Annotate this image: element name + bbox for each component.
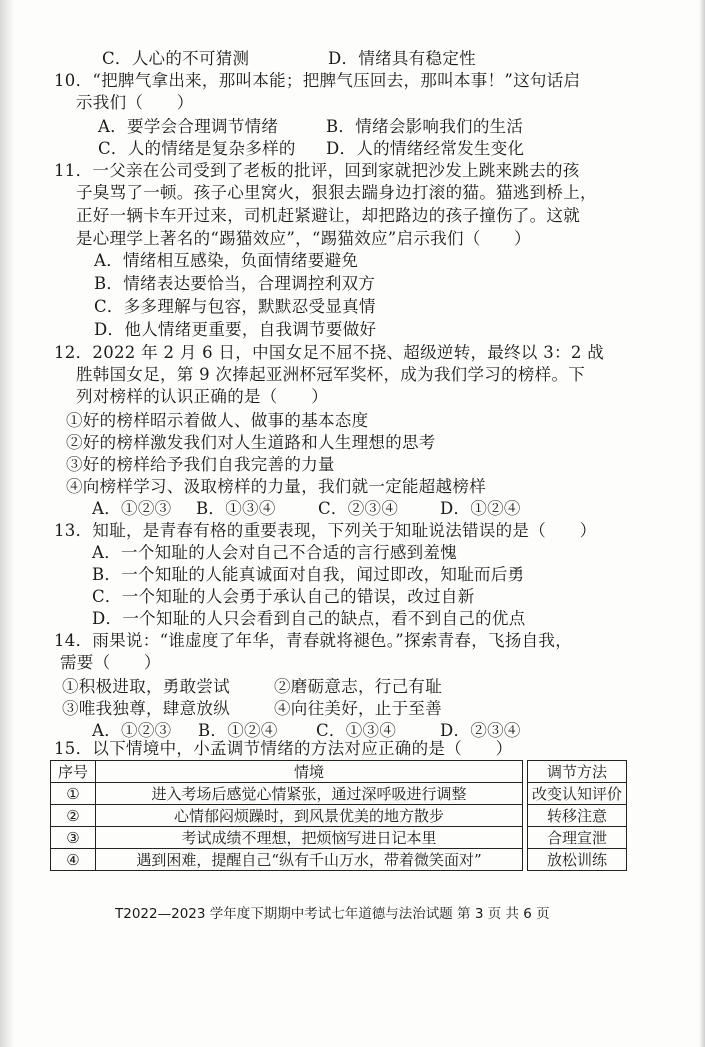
q11-option-a: A．情绪相互感染，负面情绪要避免 [94,251,359,270]
q14-statement-4: ④向往美好，止于至善 [274,699,442,718]
q14-option-c: C．①③④ [316,721,397,740]
q12-stem-line2: 胜韩国女足，第 9 次捧起亚洲杯冠军奖杯，成为我们学习的榜样。下 [76,365,586,384]
q10-option-c: C．人的情绪是复杂多样的 [98,139,296,158]
q14-statement-1: ①积极进取，勇敢尝试 [62,677,230,696]
table-row [51,783,627,805]
row-situation: 遇到困难，提醒自己“纵有千山万水，带着微笑面对” [96,849,523,871]
q11-option-b: B．情绪表达要恰当，合理调控利双方 [94,274,376,293]
q12-statement-4: ④向榜样学习、汲取榜样的力量，我们就一定能超越榜样 [66,477,486,496]
q10-stem-line2: 示我们（ ） [76,93,194,112]
table-row [51,849,627,871]
row-situation: 心情郁闷烦躁时，到风景优美的地方散步 [96,805,523,827]
q14-stem-line1: 14．雨果说：“谁虚度了年华，青春就将褪色。”探索青春，飞扬自我， [54,631,573,650]
q11-option-c: C．多多理解与包容，默默忍受显真情 [94,297,376,316]
q14-option-b: B．①②④ [198,721,278,740]
table-row [51,827,627,849]
q14-option-a: A．①②③ [92,721,172,740]
header-number: 序号 [51,761,96,783]
q12-statement-3: ③好的榜样给予我们自我完善的力量 [66,455,335,474]
q10-option-a: A．要学会合理调节情绪 [98,117,279,136]
q12-statement-2: ②好的榜样激发我们对人生道路和人生理想的思考 [66,433,436,452]
header-situation: 情境 [96,761,523,783]
q11-stem-line1: 11．一父亲在公司受到了老板的批评，回到家就把沙发上跳来跳去的孩 [54,161,580,180]
table-header-row [51,761,627,783]
row-method: 合理宣泄 [528,827,627,849]
q12-option-d: D．①②④ [440,499,521,518]
scan-edge-left [0,0,14,1047]
q14-stem-line2: 需要（ ） [60,653,161,672]
row-method: 转移注意 [528,805,627,827]
row-number: ① [51,783,96,805]
row-number: ② [51,805,96,827]
q13-option-b: B．一个知耻的人能真诚面对自我，闻过即改，知耻而后勇 [92,565,525,584]
q10-option-b: B．情绪会影响我们的生活 [326,117,524,136]
q12-option-a: A．①②③ [92,499,172,518]
q11-stem-line2: 子臭骂了一顿。孩子心里窝火，狠狠去踹身边打滚的猫。猫逃到桥上， [76,183,597,202]
q12-option-c: C．②③④ [318,499,399,518]
row-method: 放松训练 [528,849,627,871]
table-row [51,805,627,827]
row-method: 改变认知评价 [528,783,627,805]
row-situation: 进入考场后感觉心情紧张，通过深呼吸进行调整 [96,783,523,805]
q13-option-c: C．一个知耻的人会勇于承认自己的错误，改过自新 [92,587,475,606]
row-number: ③ [51,827,96,849]
q12-stem-line3: 列对榜样的认识正确的是（ ） [76,387,328,406]
q13-stem: 13．知耻，是青春有格的重要表现，下列关于知耻说法错误的是（ ） [54,521,597,540]
page-footer: T2022—2023 学年度下期期中考试七年道德与法治试题 第 3 页 共 6 页 [115,906,550,922]
scan-edge-right [699,0,705,1047]
q11-option-d: D．他人情绪更重要，自我调节要做好 [94,320,377,339]
q10-option-d: D．人的情绪经常发生变化 [326,139,525,158]
q12-option-b: B．①③④ [196,499,276,518]
q9-option-c: C．人心的不可猜测 [102,49,250,68]
q12-stem-line1: 12．2022 年 2 月 6 日，中国女足不屈不挠、超级逆转，最终以 3：2 战 [54,343,604,362]
q11-stem-line4: 是心理学上著名的“踢猫效应”，“踢猫效应”启示我们（ ） [76,229,531,248]
row-number: ④ [51,849,96,871]
q12-statement-1: ①好的榜样昭示着做人、做事的基本态度 [66,411,369,430]
row-situation: 考试成绩不理想，把烦恼写进日记本里 [96,827,523,849]
q15-situation-table [50,760,627,871]
q11-stem-line3: 正好一辆卡车开过来，司机赶紧避让，却把路边的孩子撞伤了。这就 [76,206,580,225]
q14-statement-2: ②磨砺意志，行己有耻 [274,677,442,696]
q9-option-d: D．情绪具有稳定性 [328,49,476,68]
q14-statement-3: ③唯我独尊，肆意放纵 [62,699,230,718]
q13-option-d: D．一个知耻的人只会看到自己的缺点，看不到自己的优点 [92,609,526,628]
header-method: 调节方法 [528,761,627,783]
q14-option-d: D．②③④ [440,721,521,740]
q13-option-a: A．一个知耻的人会对自己不合适的言行感到羞愧 [92,543,458,562]
q15-stem: 15．以下情境中，小孟调节情绪的方法对应正确的是（ ） [54,739,513,758]
q10-stem-line1: 10．“把脾气拿出来，那叫本能；把脾气压回去，那叫本事！”这句话启 [54,71,581,90]
